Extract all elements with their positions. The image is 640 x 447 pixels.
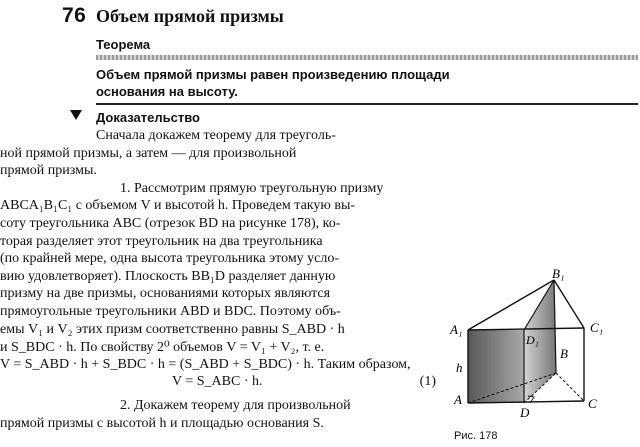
label-B: B [560,346,568,361]
triangle-marker-icon [70,110,82,120]
figure-caption: Рис. 178 [454,430,498,442]
proof-line: V = S_ABD · h + S_BDC · h = (S_ABD + S_BDC) · h. Таким образом, [0,356,411,372]
theorem-underline [96,103,638,105]
proof-line: прямоугольные треугольники ABD и BDC. Поэтому объ- [0,304,341,319]
proof-line: вию удовлетворяет). Плоскость BB₁D разделяет данную [0,268,336,284]
equation-number: (1) [419,374,436,390]
theorem-line-2: основания на высоту. [96,84,238,99]
label-D: D [520,405,530,420]
label-A1: A₁ [450,322,463,337]
label-h: h [456,360,463,375]
prism-figure [444,268,640,433]
proof-line: призму на две призмы, основаниями которых являются [0,286,331,302]
label-C: C [588,396,597,411]
section-title: Объем прямой призмы [96,6,284,26]
proof-line: ABCA₁B₁C₁ с объемом V и высотой h. Проведем такую вы- [0,198,356,214]
proof-line: емы V₁ и V₂ этих призм соответственно равны S_ABD · h [0,321,345,337]
proof-line: прямой призмы. [0,163,97,179]
label-B1: B₁ [552,268,565,281]
proof-line: Сначала докажем теорему для треуголь- [96,128,336,143]
label-A: A [454,392,462,407]
front-face [468,330,524,403]
theorem-shaded-bar [96,55,638,60]
theorem-statement [96,66,636,100]
proof-line: соту треугольника ABC (отрезок BD на рисунке 178), ко- [0,216,341,231]
theorem-label: Теорема [96,37,151,52]
proof-line: 1. Рассмотрим прямую треугольную призму [120,180,384,196]
equation-text: V = S_ABC · h. [172,374,263,390]
section-number: 76 [62,4,87,27]
proof-line: (по крайней мере, одна высота треугольника этому усло- [0,251,340,267]
proof-label: Доказательство [96,110,200,125]
proof-line: 2. Докажем теорему для произвольной [120,398,351,413]
proof-line: прямой призмы с высотой h и площадью основания S. [0,415,324,431]
proof-line: торая разделяет этот треугольник на два треугольника [0,233,323,249]
label-D1: D₁ [526,333,539,347]
theorem-line-1: Объем прямой призмы равен произведению площади [96,67,450,82]
proof-line: и S_BDC · h. По свойству 2⁰ объемов V = V₁ + V₂, т. е. [0,340,325,356]
label-C1: C₁ [590,320,604,335]
proof-line: ной прямой призмы, а затем — для произвольной [0,145,297,161]
